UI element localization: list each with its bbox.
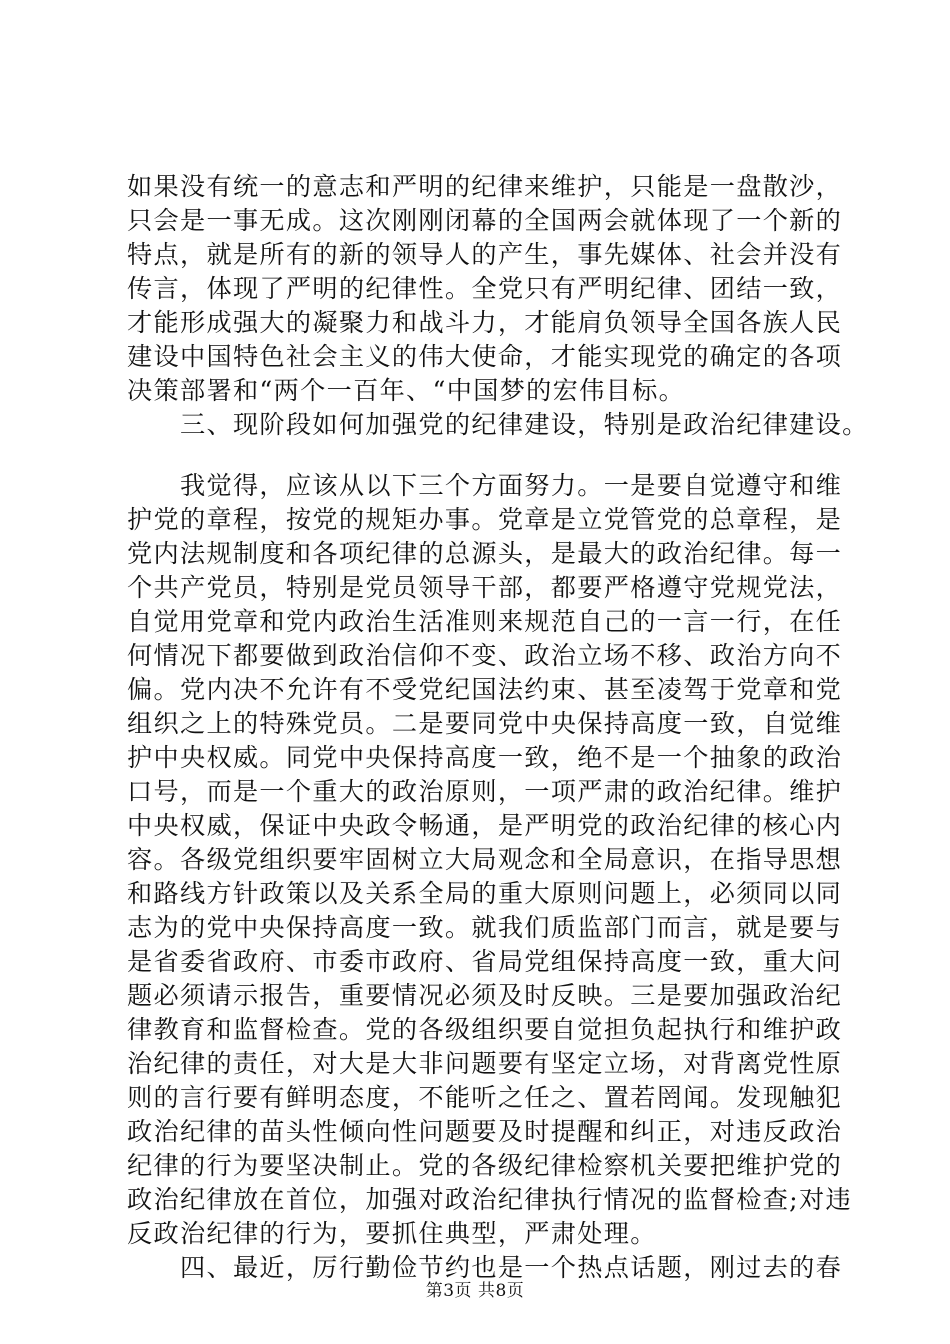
text-line: 个共产党员，特别是党员领导干部，都要严格遵守党规党法，: [127, 573, 843, 602]
text-line: 才能形成强大的凝聚力和战斗力，才能肩负领导全国各族人民: [127, 308, 843, 337]
text-line: 中央权威，保证中央政令畅通，是严明党的政治纪律的核心内: [127, 811, 843, 840]
heading-line: 三、现阶段如何加强党的纪律建设，特别是政治纪律建设。: [127, 410, 869, 439]
text-line: 纪律的行为要坚决制止。党的各级纪律检察机关要把维护党的: [127, 1151, 843, 1180]
text-line: 护党的章程，按党的规矩办事。党章是立党管党的总章程，是: [127, 505, 843, 534]
page-number-footer: 第3页 共8页: [425, 1281, 525, 1301]
text-line: 何情况下都要做到政治信仰不变、政治立场不移、政治方向不: [127, 641, 843, 670]
text-line: 治纪律的责任，对大是大非问题要有坚定立场，对背离党性原: [127, 1049, 843, 1078]
text-line: 志为的党中央保持高度一致。就我们质监部门而言，就是要与: [127, 913, 843, 942]
heading-line: 四、最近，厉行勤俭节约也是一个热点话题，刚过去的春: [127, 1253, 843, 1282]
text-line: 特点，就是所有的新的领导人的产生，事先媒体、社会并没有: [127, 240, 843, 269]
text-line: 政治纪律放在首位，加强对政治纪律执行情况的监督检查;对违: [127, 1185, 852, 1214]
text-line: 传言，体现了严明的纪律性。全党只有严明纪律、团结一致，: [127, 274, 843, 303]
text-line: 我觉得，应该从以下三个方面努力。一是要自觉遵守和维: [127, 471, 843, 500]
text-line: 组织之上的特殊党员。二是要同党中央保持高度一致，自觉维: [127, 709, 843, 738]
text-line: 建设中国特色社会主义的伟大使命，才能实现党的确定的各项: [127, 342, 843, 371]
text-line: 是省委省政府、市委市政府、省局党组保持高度一致，重大问: [127, 947, 843, 976]
text-line: 和路线方针政策以及关系全局的重大原则问题上，必须同以同: [127, 879, 843, 908]
text-line: 容。各级党组织要牢固树立大局观念和全局意识，在指导思想: [127, 845, 843, 874]
text-line: 律教育和监督检查。党的各级组织要自觉担负起执行和维护政: [127, 1015, 843, 1044]
text-line: 口号，而是一个重大的政治原则，一项严肃的政治纪律。维护: [127, 777, 843, 806]
text-line: 自觉用党章和党内政治生活准则来规范自己的一言一行，在任: [127, 607, 843, 636]
text-line: 如果没有统一的意志和严明的纪律来维护，只能是一盘散沙，: [127, 172, 843, 201]
text-line: 则的言行要有鲜明态度，不能听之任之、置若罔闻。发现触犯: [127, 1083, 843, 1112]
text-line: 护中央权威。同党中央保持高度一致，绝不是一个抽象的政治: [127, 743, 843, 772]
text-line: 偏。党内决不允许有不受党纪国法约束、甚至凌驾于党章和党: [127, 675, 843, 704]
text-line: 党内法规制度和各项纪律的总源头，是最大的政治纪律。每一: [127, 539, 843, 568]
text-line: 题必须请示报告，重要情况必须及时反映。三是要加强政治纪: [127, 981, 843, 1010]
text-line: 反政治纪律的行为，要抓住典型，严肃处理。: [127, 1219, 657, 1248]
text-line: 决策部署和“两个一百年、“中国梦的宏伟目标。: [127, 376, 686, 405]
text-line: 政治纪律的苗头性倾向性问题要及时提醒和纠正，对违反政治: [127, 1117, 843, 1146]
text-line: 只会是一事无成。这次刚刚闭幕的全国两会就体现了一个新的: [127, 206, 843, 235]
